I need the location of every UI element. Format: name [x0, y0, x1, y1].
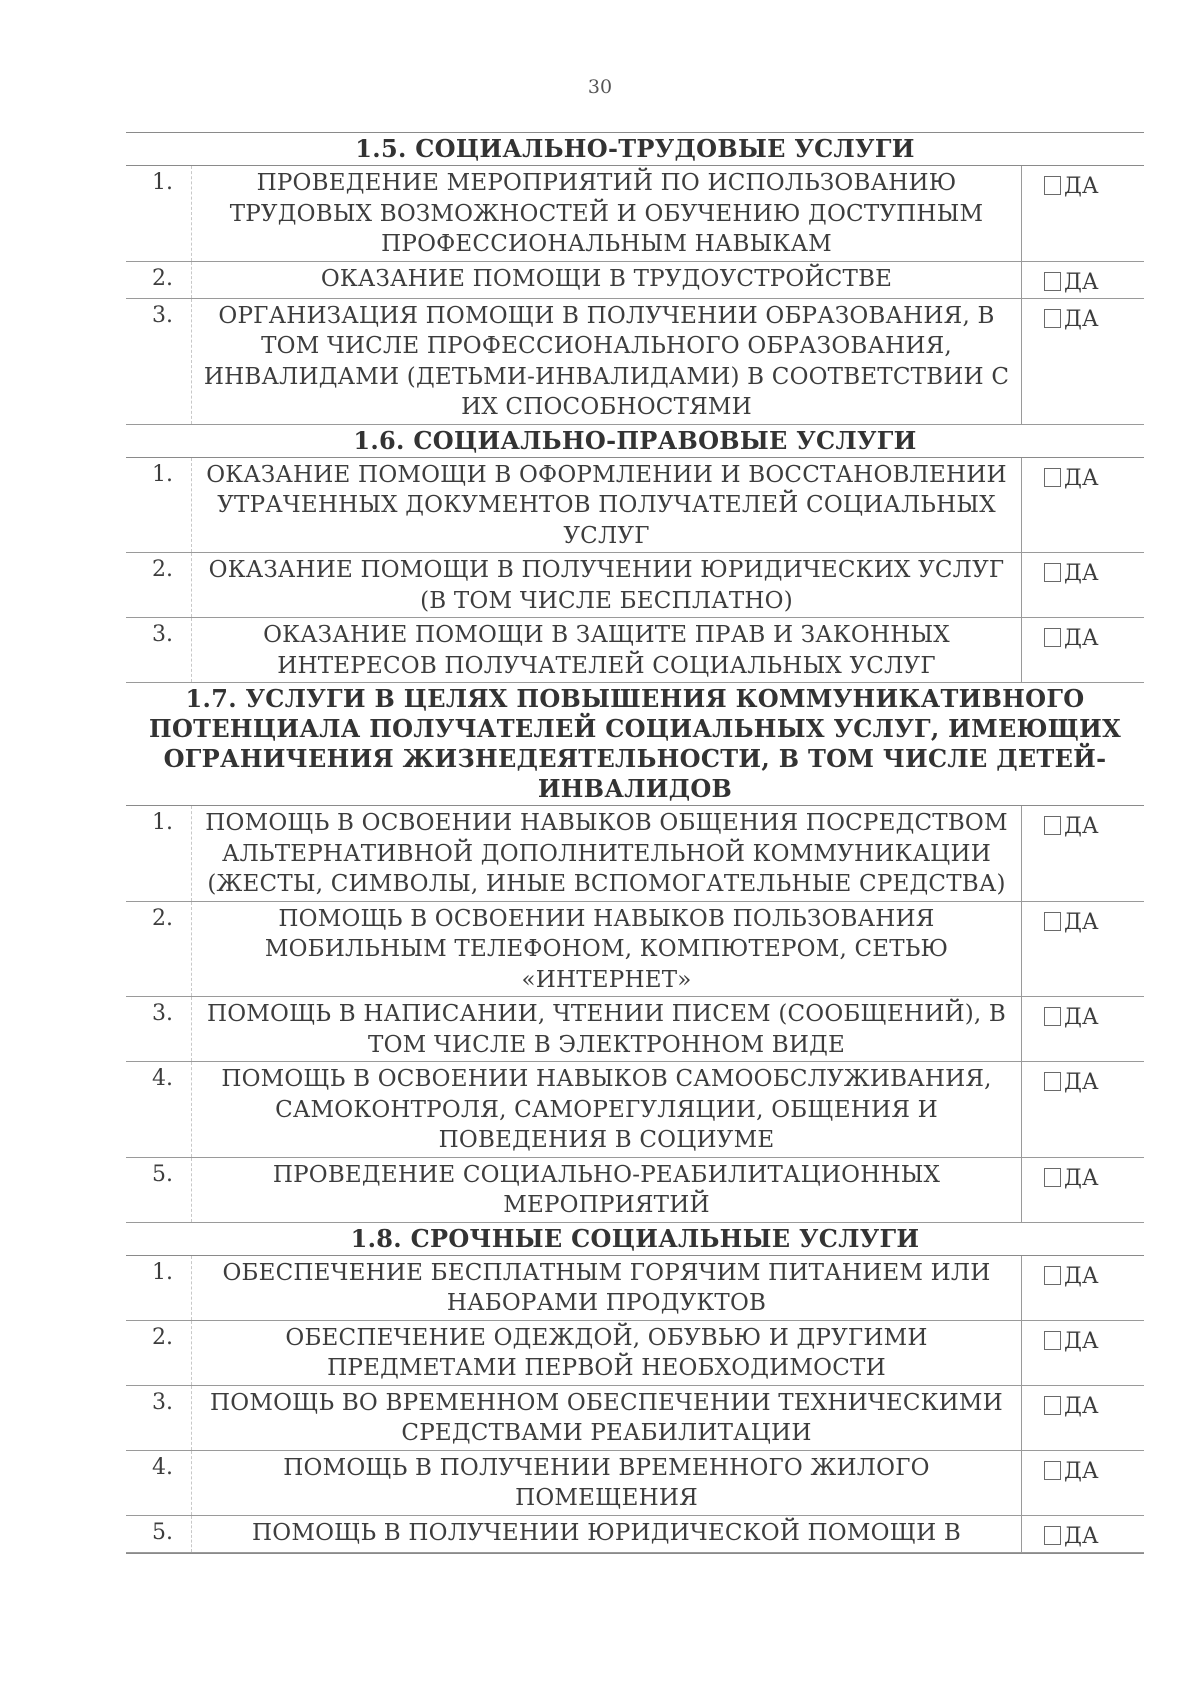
checkbox-label: ДА — [1064, 1070, 1099, 1095]
checkbox-label: ДА — [1064, 1263, 1099, 1289]
checkbox-icon[interactable] — [1044, 1266, 1061, 1285]
service-description: ОКАЗАНИЕ ПОМОЩИ В ЗАЩИТЕ ПРАВ И ЗАКОННЫХ ИНТЕРЕСОВ ПОЛУЧАТЕЛЕЙ СОЦИАЛЬНЫХ УСЛУГ — [192, 618, 1022, 682]
service-row — [126, 1158, 1144, 1223]
service-number: 3. — [126, 997, 192, 1061]
checkbox-icon[interactable] — [1044, 468, 1061, 487]
checkbox-label: ДА — [1064, 1523, 1099, 1549]
service-checkbox-field[interactable] — [1022, 553, 1144, 617]
checkbox-label: ДА — [1064, 306, 1099, 332]
service-description: ПРОВЕДЕНИЕ МЕРОПРИЯТИЙ ПО ИСПОЛЬЗОВАНИЮ ТРУДОВЫХ ВОЗМОЖНОСТЕЙ И ОБУЧЕНИЮ ДОСТУПНЫМ ПРОФЕССИОНАЛЬНЫМ НАВЫКАМ — [192, 166, 1022, 261]
service-checkbox-field[interactable] — [1022, 166, 1144, 261]
checkbox-icon[interactable] — [1044, 309, 1061, 328]
service-row — [126, 1386, 1144, 1451]
service-description: ПОМОЩЬ В ОСВОЕНИИ НАВЫКОВ САМООБСЛУЖИВАНИЯ, САМОКОНТРОЛЯ, САМОРЕГУЛЯЦИИ, ОБЩЕНИЯ И ПОВЕДЕНИЯ В СОЦИУМЕ — [192, 1062, 1022, 1157]
checkbox-label: ДА — [1064, 561, 1099, 586]
service-number: 5. — [126, 1158, 192, 1222]
service-checkbox-field[interactable] — [1022, 1062, 1144, 1157]
service-checkbox-field[interactable] — [1022, 1516, 1144, 1552]
service-row — [126, 1451, 1144, 1516]
service-checkbox-field[interactable] — [1022, 902, 1144, 997]
service-row — [126, 1516, 1144, 1553]
service-description: ОБЕСПЕЧЕНИЕ БЕСПЛАТНЫМ ГОРЯЧИМ ПИТАНИЕМ ИЛИ НАБОРАМИ ПРОДУКТОВ — [192, 1256, 1022, 1320]
service-description: ОБЕСПЕЧЕНИЕ ОДЕЖДОЙ, ОБУВЬЮ И ДРУГИМИ ПРЕДМЕТАМИ ПЕРВОЙ НЕОБХОДИМОСТИ — [192, 1321, 1022, 1385]
service-row — [126, 299, 1144, 425]
service-number: 4. — [126, 1062, 192, 1157]
service-checkbox-field[interactable] — [1022, 458, 1144, 553]
service-number: 1. — [126, 458, 192, 553]
service-row — [126, 618, 1144, 683]
checkbox-label: ДА — [1064, 269, 1099, 295]
checkbox-label: ДА — [1064, 814, 1099, 839]
checkbox-icon[interactable] — [1044, 1331, 1061, 1350]
checkbox-label: ДА — [1064, 1458, 1099, 1484]
checkbox-label: ДА — [1064, 909, 1099, 935]
service-number: 2. — [126, 902, 192, 997]
checkbox-icon[interactable] — [1044, 628, 1061, 647]
service-checkbox-field[interactable] — [1022, 1386, 1144, 1450]
service-number: 5. — [126, 1516, 192, 1552]
page-number: 30 — [587, 76, 613, 98]
service-number: 2. — [126, 553, 192, 617]
checkbox-label: ДА — [1064, 1165, 1099, 1191]
service-row — [126, 1062, 1144, 1158]
service-row — [126, 262, 1144, 299]
service-number: 3. — [126, 618, 192, 682]
service-checkbox-field[interactable] — [1022, 1158, 1144, 1222]
service-row — [126, 166, 1144, 262]
service-checkbox-field[interactable] — [1022, 806, 1144, 901]
services-table — [126, 132, 1144, 1554]
service-row — [126, 1321, 1144, 1386]
section-heading: 1.7. УСЛУГИ В ЦЕЛЯХ ПОВЫШЕНИЯ КОММУНИКАТИВНОГО ПОТЕНЦИАЛА ПОЛУЧАТЕЛЕЙ СОЦИАЛЬНЫХ УСЛУГ, ИМЕЮЩИХ ОГРАНИЧЕНИЯ ЖИЗНЕДЕЯТЕЛЬНОСТИ, В ТОМ ЧИСЛЕ ДЕТЕЙ-ИНВАЛИДОВ — [126, 683, 1144, 806]
service-row — [126, 553, 1144, 618]
service-description: ПОМОЩЬ В НАПИСАНИИ, ЧТЕНИИ ПИСЕМ (СООБЩЕНИЙ), В ТОМ ЧИСЛЕ В ЭЛЕКТРОННОМ ВИДЕ — [192, 997, 1022, 1061]
service-row — [126, 806, 1144, 902]
checkbox-icon[interactable] — [1044, 1526, 1061, 1545]
service-number: 1. — [126, 1256, 192, 1320]
checkbox-icon[interactable] — [1044, 563, 1061, 582]
service-description: ПОМОЩЬ В ОСВОЕНИИ НАВЫКОВ ПОЛЬЗОВАНИЯ МОБИЛЬНЫМ ТЕЛЕФОНОМ, КОМПЮТЕРОМ, СЕТЬЮ «ИНТЕРНЕТ» — [192, 902, 1022, 997]
service-number: 1. — [126, 166, 192, 261]
service-description: ПОМОЩЬ В ОСВОЕНИИ НАВЫКОВ ОБЩЕНИЯ ПОСРЕДСТВОМ АЛЬТЕРНАТИВНОЙ ДОПОЛНИТЕЛЬНОЙ КОММУНИКАЦИИ (ЖЕСТЫ, СИМВОЛЫ, ИНЫЕ ВСПОМОГАТЕЛЬНЫЕ СРЕДСТВА) — [192, 806, 1022, 901]
service-description: ПРОВЕДЕНИЕ СОЦИАЛЬНО-РЕАБИЛИТАЦИОННЫХ МЕРОПРИЯТИЙ — [192, 1158, 1022, 1222]
checkbox-label: ДА — [1064, 1005, 1099, 1030]
service-description: ОКАЗАНИЕ ПОМОЩИ В ТРУДОУСТРОЙСТВЕ — [192, 262, 1022, 298]
service-description: ОРГАНИЗАЦИЯ ПОМОЩИ В ПОЛУЧЕНИИ ОБРАЗОВАНИЯ, В ТОМ ЧИСЛЕ ПРОФЕССИОНАЛЬНОГО ОБРАЗОВАНИЯ, ИНВАЛИДАМИ (ДЕТЬМИ-ИНВАЛИДАМИ) В СООТВЕТСТВИИ С ИХ СПОСОБНОСТЯМИ — [192, 299, 1022, 424]
service-row — [126, 997, 1144, 1062]
service-row — [126, 1256, 1144, 1321]
service-checkbox-field[interactable] — [1022, 1256, 1144, 1320]
service-checkbox-field[interactable] — [1022, 618, 1144, 682]
service-row — [126, 902, 1144, 998]
checkbox-label: ДА — [1064, 1328, 1099, 1354]
service-checkbox-field[interactable] — [1022, 1321, 1144, 1385]
checkbox-icon[interactable] — [1044, 1396, 1061, 1415]
checkbox-label: ДА — [1064, 1393, 1099, 1419]
service-checkbox-field[interactable] — [1022, 1451, 1144, 1515]
service-description: ПОМОЩЬ ВО ВРЕМЕННОМ ОБЕСПЕЧЕНИИ ТЕХНИЧЕСКИМИ СРЕДСТВАМИ РЕАБИЛИТАЦИИ — [192, 1386, 1022, 1450]
section-heading: 1.6. СОЦИАЛЬНО-ПРАВОВЫЕ УСЛУГИ — [126, 425, 1144, 458]
checkbox-icon[interactable] — [1044, 1007, 1061, 1026]
service-description: ОКАЗАНИЕ ПОМОЩИ В ОФОРМЛЕНИИ И ВОССТАНОВЛЕНИИ УТРАЧЕННЫХ ДОКУМЕНТОВ ПОЛУЧАТЕЛЕЙ СОЦИАЛЬНЫХ УСЛУГ — [192, 458, 1022, 553]
checkbox-label: ДА — [1064, 465, 1099, 491]
service-number: 2. — [126, 1321, 192, 1385]
checkbox-icon[interactable] — [1044, 272, 1061, 291]
checkbox-icon[interactable] — [1044, 1461, 1061, 1480]
checkbox-icon[interactable] — [1044, 816, 1061, 835]
service-description: ПОМОЩЬ В ПОЛУЧЕНИИ ВРЕМЕННОГО ЖИЛОГО ПОМЕЩЕНИЯ — [192, 1451, 1022, 1515]
service-number: 2. — [126, 262, 192, 298]
service-row — [126, 458, 1144, 554]
section-heading: 1.5. СОЦИАЛЬНО-ТРУДОВЫЕ УСЛУГИ — [126, 133, 1144, 166]
service-number: 3. — [126, 299, 192, 424]
service-number: 1. — [126, 806, 192, 901]
checkbox-icon[interactable] — [1044, 176, 1061, 195]
service-checkbox-field[interactable] — [1022, 299, 1144, 424]
service-checkbox-field[interactable] — [1022, 997, 1144, 1061]
checkbox-label: ДА — [1064, 174, 1099, 199]
checkbox-icon[interactable] — [1044, 1168, 1061, 1187]
section-heading: 1.8. СРОЧНЫЕ СОЦИАЛЬНЫЕ УСЛУГИ — [126, 1223, 1144, 1256]
service-description: ПОМОЩЬ В ПОЛУЧЕНИИ ЮРИДИЧЕСКОЙ ПОМОЩИ В — [192, 1516, 1022, 1552]
checkbox-label: ДА — [1064, 626, 1099, 651]
checkbox-icon[interactable] — [1044, 912, 1061, 931]
service-checkbox-field[interactable] — [1022, 262, 1144, 298]
checkbox-icon[interactable] — [1044, 1072, 1061, 1091]
service-number: 4. — [126, 1451, 192, 1515]
service-number: 3. — [126, 1386, 192, 1450]
service-description: ОКАЗАНИЕ ПОМОЩИ В ПОЛУЧЕНИИ ЮРИДИЧЕСКИХ УСЛУГ (В ТОМ ЧИСЛЕ БЕСПЛАТНО) — [192, 553, 1022, 617]
